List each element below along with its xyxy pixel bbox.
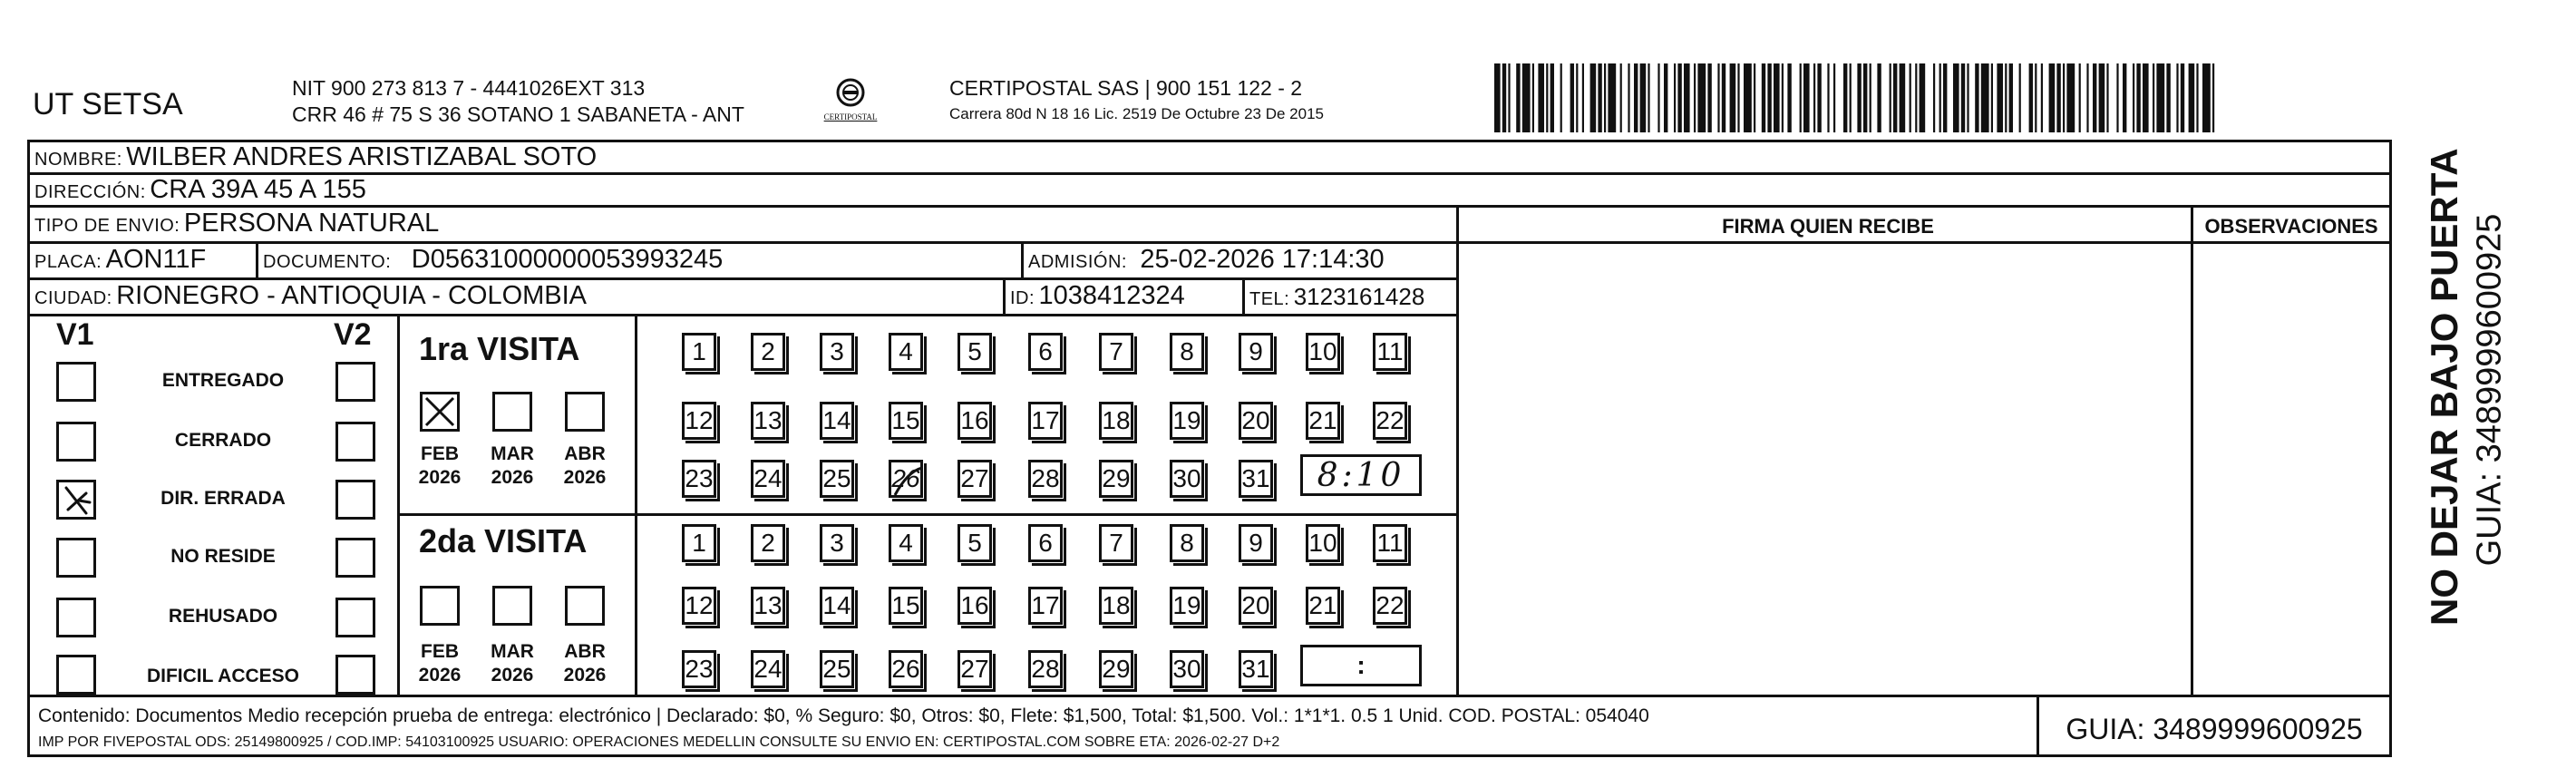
v1-label: V1 bbox=[56, 317, 94, 352]
ciudad-value: RIONEGRO - ANTIOQUIA - COLOMBIA bbox=[116, 281, 588, 310]
month-label: FEB bbox=[421, 641, 459, 662]
license-line: Carrera 80d N 18 16 Lic. 2519 De Octubre 23 De 2015 bbox=[949, 105, 1324, 122]
month-label: FEB bbox=[421, 443, 459, 464]
first-visit-day-22[interactable]: 22 bbox=[1373, 402, 1407, 440]
first-visit-day-25[interactable]: 25 bbox=[820, 460, 854, 498]
observations-header: OBSERVACIONES bbox=[2204, 215, 2378, 238]
nombre-row bbox=[34, 142, 597, 172]
direccion-value: CRA 39A 45 A 155 bbox=[150, 175, 366, 204]
first-visit-day-8[interactable]: 8 bbox=[1170, 333, 1204, 371]
year-label: 2026 bbox=[491, 467, 534, 488]
second-visit-day-2[interactable]: 2 bbox=[751, 524, 785, 562]
documento-value: D05631000000053993245 bbox=[411, 245, 724, 274]
courier-line: CERTIPOSTAL SAS | 900 151 122 - 2 bbox=[949, 76, 1303, 100]
year-label: 2026 bbox=[418, 467, 462, 488]
first-visit-day-14[interactable]: 14 bbox=[820, 402, 854, 440]
first-visit-feb-checkbox[interactable] bbox=[420, 392, 460, 432]
signature-area bbox=[1459, 244, 2190, 694]
year-label: 2026 bbox=[418, 665, 462, 686]
second-visit-day-30[interactable]: 30 bbox=[1170, 650, 1204, 688]
option-dificil-acceso: DIFICIL ACCESO bbox=[146, 666, 299, 686]
v2-label: V2 bbox=[334, 317, 372, 352]
first-visit-day-16[interactable]: 16 bbox=[957, 402, 992, 440]
first-visit-day-3[interactable]: 3 bbox=[820, 333, 854, 371]
v2-dificil-acceso-checkbox[interactable] bbox=[335, 655, 375, 695]
second-visit-day-22[interactable]: 22 bbox=[1373, 587, 1407, 625]
tipo-label: TIPO DE ENVIO: bbox=[34, 216, 180, 236]
first-visit-day-15[interactable]: 15 bbox=[889, 402, 923, 440]
admision-label: ADMISIÓN: bbox=[1028, 252, 1127, 272]
side-guia-text: GUIA: 3489999600925 bbox=[2470, 213, 2509, 567]
tipo-value: PERSONA NATURAL bbox=[183, 209, 440, 238]
nombre-value: WILBER ANDRES ARISTIZABAL SOTO bbox=[126, 142, 598, 171]
documento-label: DOCUMENTO: bbox=[263, 252, 392, 272]
logo-text: CERTIPOSTAL bbox=[823, 112, 878, 122]
first-visit-mar-checkbox[interactable] bbox=[492, 392, 532, 432]
first-visit-month-feb bbox=[408, 442, 471, 490]
month-label: ABR bbox=[564, 443, 606, 464]
second-visit-time-value: : bbox=[1356, 651, 1366, 679]
v1-entregado-checkbox[interactable] bbox=[56, 362, 96, 402]
first-visit-title: 1ra VISITA bbox=[419, 330, 580, 367]
second-visit-day-23[interactable]: 23 bbox=[682, 650, 716, 688]
tel-row bbox=[1249, 283, 1424, 311]
option-rehusado: REHUSADO bbox=[168, 606, 278, 627]
admision-row bbox=[1028, 245, 1385, 275]
second-visit-day-21[interactable]: 21 bbox=[1306, 587, 1340, 625]
company-nit: NIT 900 273 813 7 - 4441026EXT 313 bbox=[292, 76, 646, 100]
option-cerrado: CERRADO bbox=[174, 430, 272, 451]
second-visit-day-14[interactable]: 14 bbox=[820, 587, 854, 625]
first-visit-day-26[interactable]: 26 bbox=[889, 460, 923, 498]
print-line: IMP POR FIVEPOSTAL ODS: 25149800925 / COD.IMP: 54103100925 USUARIO: OPERACIONES MEDELLIN CONSULTE SU ENVIO EN: CERTIPOSTAL.COM SOBRE ETA: 2026-02-27 D+2 bbox=[38, 734, 1280, 750]
second-visit-title: 2da VISITA bbox=[419, 522, 588, 559]
company-address: CRR 46 # 75 S 36 SOTANO 1 SABANETA - ANT bbox=[292, 102, 744, 126]
placa-label: PLACA: bbox=[34, 252, 102, 272]
second-visit-day-31[interactable]: 31 bbox=[1239, 650, 1273, 688]
first-visit-abr-checkbox[interactable] bbox=[565, 392, 605, 432]
second-visit-day-29[interactable]: 29 bbox=[1099, 650, 1133, 688]
first-visit-day-1[interactable]: 1 bbox=[682, 333, 716, 371]
second-visit-day-19[interactable]: 19 bbox=[1170, 587, 1204, 625]
first-visit-day-27[interactable]: 27 bbox=[957, 460, 992, 498]
year-label: 2026 bbox=[563, 467, 607, 488]
second-visit-day-4[interactable]: 4 bbox=[889, 524, 923, 562]
first-visit-day-10[interactable]: 10 bbox=[1306, 333, 1340, 371]
first-visit-day-9[interactable]: 9 bbox=[1239, 333, 1273, 371]
first-visit-day-28[interactable]: 28 bbox=[1028, 460, 1063, 498]
strike-mark-icon bbox=[891, 462, 926, 501]
nombre-label: NOMBRE: bbox=[34, 150, 122, 170]
second-visit-day-3[interactable]: 3 bbox=[820, 524, 854, 562]
v2-cerrado-checkbox[interactable] bbox=[335, 422, 375, 462]
second-visit-day-20[interactable]: 20 bbox=[1239, 587, 1273, 625]
second-visit-day-16[interactable]: 16 bbox=[957, 587, 992, 625]
first-visit-day-21[interactable]: 21 bbox=[1306, 402, 1340, 440]
first-visit-time-value: 8:10 bbox=[1317, 456, 1405, 494]
month-label: MAR bbox=[491, 443, 534, 464]
ciudad-row bbox=[34, 281, 587, 311]
first-visit-day-12[interactable]: 12 bbox=[682, 402, 716, 440]
first-visit-day-19[interactable]: 19 bbox=[1170, 402, 1204, 440]
second-visit-day-24[interactable]: 24 bbox=[751, 650, 785, 688]
v1-no-reside-checkbox[interactable] bbox=[56, 538, 96, 578]
footer-guia-number: GUIA: 3489999600925 bbox=[2066, 713, 2363, 745]
v2-entregado-checkbox[interactable] bbox=[335, 362, 375, 402]
second-visit-day-28[interactable]: 28 bbox=[1028, 650, 1063, 688]
first-visit-day-18[interactable]: 18 bbox=[1099, 402, 1133, 440]
direccion-row bbox=[34, 175, 366, 205]
month-label: MAR bbox=[491, 641, 534, 662]
cross-mark-icon bbox=[423, 394, 457, 429]
first-visit-month-abr bbox=[553, 442, 617, 490]
first-visit-day-4[interactable]: 4 bbox=[889, 333, 923, 371]
v1-cerrado-checkbox[interactable] bbox=[56, 422, 96, 462]
first-visit-day-23[interactable]: 23 bbox=[682, 460, 716, 498]
first-visit-day-20[interactable]: 20 bbox=[1239, 402, 1273, 440]
company-name: UT SETSA bbox=[33, 87, 183, 122]
second-visit-month-mar bbox=[481, 640, 544, 687]
second-visit-day-9[interactable]: 9 bbox=[1239, 524, 1273, 562]
second-visit-day-26[interactable]: 26 bbox=[889, 650, 923, 688]
first-visit-day-31[interactable]: 31 bbox=[1239, 460, 1273, 498]
id-label: ID: bbox=[1010, 288, 1035, 308]
first-visit-month-mar bbox=[481, 442, 544, 490]
v2-dir-errada-checkbox[interactable] bbox=[335, 480, 375, 520]
second-visit-day-15[interactable]: 15 bbox=[889, 587, 923, 625]
first-visit-day-11[interactable]: 11 bbox=[1373, 333, 1407, 371]
tipo-row bbox=[34, 209, 439, 238]
second-visit-day-10[interactable]: 10 bbox=[1306, 524, 1340, 562]
second-visit-mar-checkbox[interactable] bbox=[492, 586, 532, 626]
contents-line: Contenido: Documentos Medio recepción prueba de entrega: electrónico | Declarado: $0, % Seguro: $0, Otros: $0, Flete: $1,500, Total: $1,500. Vol.: 1*1*1. 0.5 1 Unid. COD. POSTAL: 054040 bbox=[38, 705, 1649, 726]
direccion-label: DIRECCIÓN: bbox=[34, 182, 146, 202]
second-visit-day-18[interactable]: 18 bbox=[1099, 587, 1133, 625]
admision-value: 25-02-2026 17:14:30 bbox=[1140, 245, 1385, 274]
second-visit-month-feb bbox=[408, 640, 471, 687]
second-visit-day-13[interactable]: 13 bbox=[751, 587, 785, 625]
placa-value: AON11F bbox=[105, 245, 207, 274]
second-visit-day-5[interactable]: 5 bbox=[957, 524, 992, 562]
second-visit-month-abr bbox=[553, 640, 617, 687]
barcode bbox=[1494, 63, 2220, 132]
tel-value: 3123161428 bbox=[1293, 283, 1425, 310]
option-no-reside: NO RESIDE bbox=[170, 546, 276, 567]
first-visit-day-24[interactable]: 24 bbox=[751, 460, 785, 498]
second-visit-day-8[interactable]: 8 bbox=[1170, 524, 1204, 562]
first-visit-day-29[interactable]: 29 bbox=[1099, 460, 1133, 498]
v2-rehusado-checkbox[interactable] bbox=[335, 598, 375, 637]
year-label: 2026 bbox=[491, 665, 534, 686]
v1-rehusado-checkbox[interactable] bbox=[56, 598, 96, 637]
second-visit-day-27[interactable]: 27 bbox=[957, 650, 992, 688]
id-value: 1038412324 bbox=[1038, 281, 1185, 310]
placa-row bbox=[34, 245, 206, 275]
first-visit-day-6[interactable]: 6 bbox=[1028, 333, 1063, 371]
v1-dificil-acceso-checkbox[interactable] bbox=[56, 655, 96, 695]
first-visit-day-17[interactable]: 17 bbox=[1028, 402, 1063, 440]
second-visit-day-12[interactable]: 12 bbox=[682, 587, 716, 625]
documento-row bbox=[263, 245, 723, 275]
first-visit-day-5[interactable]: 5 bbox=[957, 333, 992, 371]
second-visit-feb-checkbox[interactable] bbox=[420, 586, 460, 626]
second-visit-abr-checkbox[interactable] bbox=[565, 586, 605, 626]
year-label: 2026 bbox=[563, 665, 607, 686]
certipostal-logo bbox=[814, 74, 887, 127]
second-visit-time-field[interactable] bbox=[1300, 645, 1422, 686]
observations-area bbox=[2193, 244, 2389, 694]
id-row bbox=[1010, 281, 1185, 311]
tel-label: TEL: bbox=[1249, 289, 1290, 309]
second-visit-day-1[interactable]: 1 bbox=[682, 524, 716, 562]
first-visit-day-2[interactable]: 2 bbox=[751, 333, 785, 371]
month-label: ABR bbox=[564, 641, 606, 662]
side-warning-text: NO DEJAR BAJO PUERTA bbox=[2423, 148, 2465, 626]
second-visit-day-17[interactable]: 17 bbox=[1028, 587, 1063, 625]
ciudad-label: CIUDAD: bbox=[34, 288, 112, 308]
option-dir-errada: DIR. ERRADA bbox=[160, 488, 286, 509]
second-visit-day-6[interactable]: 6 bbox=[1028, 524, 1063, 562]
second-visit-day-11[interactable]: 11 bbox=[1373, 524, 1407, 562]
first-visit-time-field[interactable] bbox=[1300, 454, 1422, 496]
second-visit-day-25[interactable]: 25 bbox=[820, 650, 854, 688]
first-visit-day-13[interactable]: 13 bbox=[751, 402, 785, 440]
handwritten-check-icon bbox=[59, 482, 95, 519]
first-visit-day-30[interactable]: 30 bbox=[1170, 460, 1204, 498]
v2-no-reside-checkbox[interactable] bbox=[335, 538, 375, 578]
option-entregado: ENTREGADO bbox=[161, 370, 285, 391]
v1-dir-errada-checkbox[interactable] bbox=[56, 480, 96, 520]
signature-header: FIRMA QUIEN RECIBE bbox=[1722, 215, 1934, 238]
first-visit-day-7[interactable]: 7 bbox=[1099, 333, 1133, 371]
second-visit-day-7[interactable]: 7 bbox=[1099, 524, 1133, 562]
